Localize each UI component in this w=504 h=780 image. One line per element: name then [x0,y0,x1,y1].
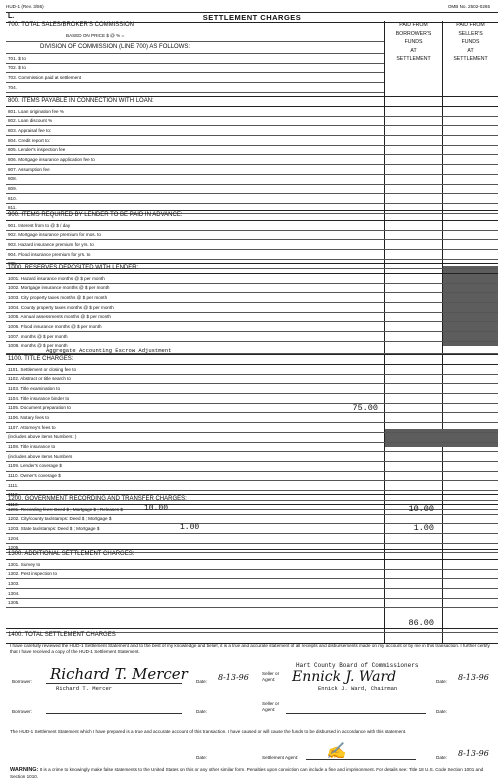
row-1111: 1111. [8,482,19,488]
row-807: 807. Assumption fee [8,166,50,172]
row-1204: 1204. [8,535,20,541]
seller-column-header [443,21,498,78]
row-1107: 1107. Attorney's fees to [8,424,56,430]
deed-1203: 1.00 [180,523,200,533]
borrower-column-header [385,21,442,78]
borrower-signature: Richard T. Mercer [50,665,188,683]
deed-1201: 10.00 [144,504,169,513]
row-1104: 1104. Title insurance binder to [8,395,70,401]
warning [10,767,498,779]
col-s-1: SELLER'S [458,30,483,37]
row-806: 806. Mortgage insurance application fee to [8,156,95,162]
row-1102: 1102. Abstract or title search to [8,376,71,382]
row-1006: 1006. Flood insurance months @ $ per month [8,323,102,329]
s800-head: 800. ITEMS PAYABLE IN CONNECTION WITH LOAN: [8,98,154,105]
row-803: 803. Appraisal fee to: [8,127,52,133]
s1000-head: 1000. RESERVES DEPOSITED WITH LENDER: [8,265,139,272]
row-701: 701. $ to [8,55,26,61]
col-b-4: SETTLEMENT [396,56,431,62]
amount-1105: 75.00 [352,402,378,413]
section-1000 [6,263,498,354]
s1100-head: 1100. TITLE CHARGES: [8,356,74,363]
section-1400 [6,628,498,644]
agent-line [306,759,416,760]
s1200-head: 1200. GOVERNMENT RECORDING AND TRANSFER CHARGES: [8,496,187,503]
row-801: 801. Loan origination fee % [8,108,64,114]
s1300-head: 1300. ADDITIONAL SETTLEMENT CHARGES: [8,551,135,558]
seller-typed-name: Ennick J. Ward, Chairman [318,685,398,692]
s700-head: 700. TOTAL SALES/BROKER'S COMMISSION [8,22,134,28]
row-1007: 1007. months @ $ per month [8,333,68,339]
s1400-head: 1400. TOTAL SETTLEMENT CHARGES [8,632,116,638]
date-1: 8-13-96 [218,673,249,682]
borrower-label-2: Borrower: [12,709,32,714]
seller-agent-label-1: Seller or Agent: [262,671,280,682]
row-809: 809. [8,186,17,191]
row-1106: 1106. Notary fees to [8,414,50,420]
borrower-typed-name: Richard T. Mercer [56,685,113,692]
section-letter: L. [8,13,15,20]
seller-signature: Ennick J. Ward [292,669,397,685]
row-901: 901. Interest from to @ $ / day [8,222,71,228]
row-1008: 1008. months @ $ per month [8,343,68,349]
date-label-2: Date: [436,679,447,684]
row-903: 903. Hazard insurance premium for yrs. to [8,241,94,247]
section-1300 [6,549,498,633]
row-1304: 1304. [8,590,20,596]
seller-line-2 [286,713,426,714]
agent-statement: The HUD-1 Settlement Statement which I have prepared is a true and accurate account of this transaction. I have caused or will cause the funds to be disbursed in accordance with this statement. [10,729,407,734]
row-810: 810. [8,195,17,201]
section-1200 [6,494,498,553]
section-900 [6,210,498,272]
borrower-label: Borrower: [12,679,32,684]
row-808: 808. [8,176,17,182]
row-1301: 1301. Survey to [8,561,41,567]
form-id: HUD-1 (Rev. 3/86) [6,4,44,9]
row-1113: 1113. [8,502,19,508]
seller-organization: Hart County Board of Commissioners [296,662,419,669]
col-s-2: FUNDS [461,39,480,45]
col-b-1: BORROWER'S [395,30,432,37]
row-1107-includes: (includes above items Numbers: ) [8,434,77,440]
row-1108: 1108. Title insurance to [8,444,56,449]
section-800 [6,96,498,214]
row-1005: 1005. Annual assessments months @ $ per month [8,314,111,320]
row-902: 902. Mortgage insurance premium for mos. to [8,232,101,238]
row-1003: 1003. City property taxes months @ $ per month [8,294,108,300]
page-title: SETTLEMENT CHARGES [202,13,302,22]
hud1-form [6,4,498,779]
date-label-4: Date: [436,709,447,714]
seller-agent-label-2: Seller or Agent: [262,701,280,712]
row-1305: 1305. [8,600,20,606]
row-1303: 1303. [8,580,20,586]
section-700 [6,21,384,93]
form-header [6,4,498,11]
omb-number: OMB No. 2502-0265 [447,4,490,9]
col-b-0: PAID FROM [399,22,428,28]
s700-division: DIVISION OF COMMISSION (LINE 700) AS FOLLOWS: [40,44,191,50]
row-1205: 1205. [8,545,20,551]
total-amount: 86.00 [408,618,434,629]
s900-head: 900. ITEMS REQUIRED BY LENDER TO BE PAID IN ADVANCE: [8,212,183,219]
row-1103: 1103. Title examination to [8,385,61,391]
date-label-5: Date: [196,755,207,760]
row-1004: 1004. County property taxes months @ $ per month [8,304,114,310]
row-1101: 1101. Settlement or closing fee to [8,366,77,372]
s700-based: BASED ON PRICE $ @ % = [66,33,125,38]
row-1109: 1109. Lender's coverage $ [8,463,62,469]
row-1108-includes: (includes above items Numbers [8,453,73,459]
agent-signature-mark: ✍ [326,741,346,760]
row-1203: 1203. State tax/stamps: Deed $ ; Mortgage $ [8,525,100,531]
escrow-adjustment: Aggregate Accounting Escrow Adjustment [46,346,172,354]
row-1002: 1002. Mortgage insurance months @ $ per month [8,285,110,291]
col-s-4: SETTLEMENT [453,56,488,62]
warning-text: It is a crime to knowingly make false statements to the United States on this or any other similar form. Penalties upon conviction can include a fine and imprisonment. For details see: Title 18 U.S. Code Section 1001 and Section 1010. [10,767,484,779]
borrower-line [46,683,182,684]
row-804: 804. Credit report to: [8,137,51,143]
row-905: 905. [8,261,17,267]
signature-area [6,643,498,779]
col-s-3: AT [467,47,474,54]
row-704: 704. [8,84,17,90]
row-1112: 1112. [8,492,19,498]
row-1201: 1201. Recording fees: Deed $ ; Mortgage $ ; Releases $ [8,506,123,512]
date-label-1: Date: [196,679,207,684]
col-b-3: AT [410,47,417,54]
row-811: 811. [8,205,17,211]
row-1105: 1105. Document preparation to [8,405,71,411]
amount-1201: 10.00 [408,504,434,514]
row-703: 703. Commission paid at settlement [8,74,82,80]
date-label-3: Date: [196,709,207,714]
section-1100 [6,354,498,510]
row-805: 805. Lender's inspection fee [8,147,66,153]
row-1202: 1202. City/county tax/stamps: Deed $ ; Mortgage $ [8,516,112,522]
row-702: 702. $ to [8,65,26,71]
col-s-0: PAID FROM [456,22,485,28]
row-1001: 1001. Hazard insurance months @ $ per month [8,275,105,281]
row-1302: 1302. Pest inspection to [8,571,58,577]
amount-1203: 1.00 [413,523,434,534]
settlement-agent-label: Settlement Agent: [262,755,299,760]
date-2: 8-13-96 [458,673,489,682]
certification-text: I have carefully reviewed the HUD-1 Settlement Statement and to the best of my knowledge and belief, it is a true and accurate statement of all receipts and disbursements made on my account or by me in this transaction. I further certify that I have received a copy of the HUD-1 Settlement Statement. [10,643,490,654]
date-label-6: Date: [436,755,447,760]
row-802: 802. Loan discount % [8,118,53,124]
row-1110: 1110. Owner's coverage $ [8,473,61,479]
borrower-line-2 [46,713,182,714]
date-3: 8-13-96 [458,749,489,758]
warning-head: WARNING: [10,767,39,773]
row-904: 904. Flood insurance premium for yrs. to [8,251,91,257]
col-b-2: FUNDS [404,39,423,45]
